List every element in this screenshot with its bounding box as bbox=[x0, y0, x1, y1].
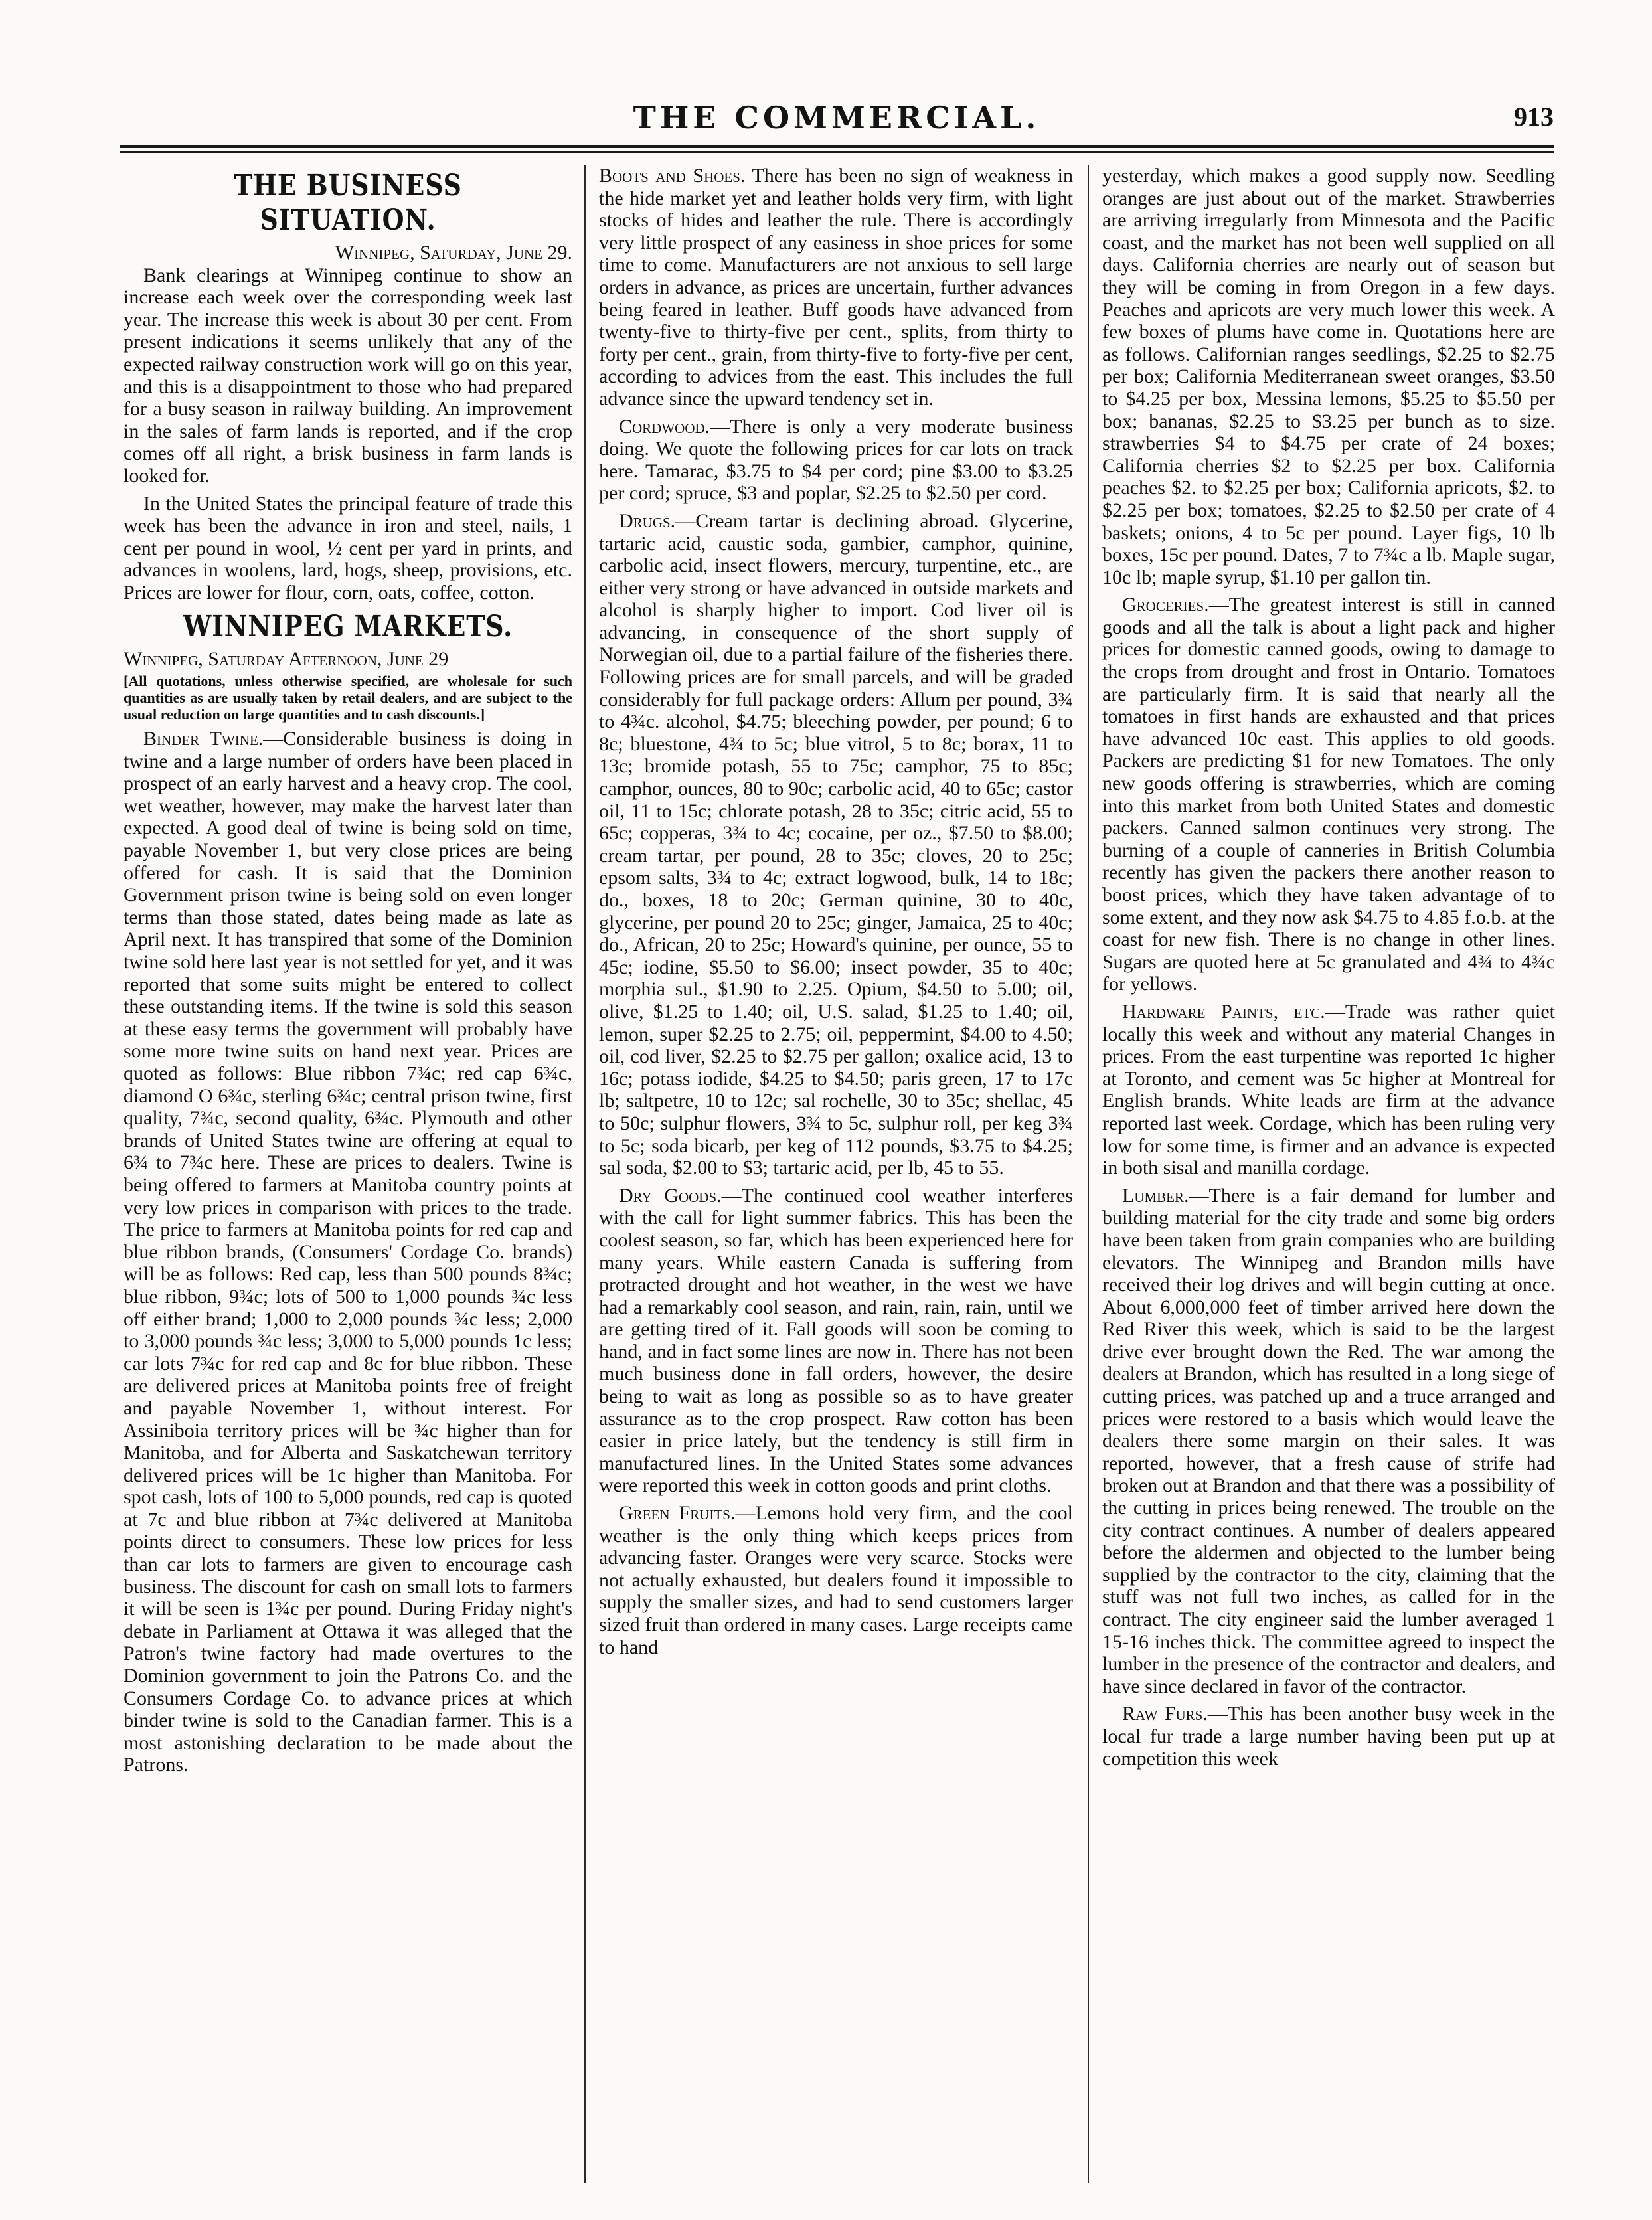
paragraph-united-states: In the United States the principal feature of trade this week has been the advance in iron and steel, nails, 1 cent per pound in wool, ½ cent per yard in prints, and advances in woolens, lard, hogs, sheep, provisions, etc. Prices are lower for flour, corn, oats, coffee, cotton. bbox=[124, 492, 572, 604]
section-lead-green-fruits: Green Fruits. bbox=[619, 1502, 736, 1525]
section-lead-cordwood: Cordwood. bbox=[619, 415, 710, 438]
paragraph-cordwood bbox=[599, 416, 1073, 505]
paragraph-lumber bbox=[1102, 1185, 1555, 1698]
section-lead-boots-shoes: Boots and Shoes. bbox=[599, 165, 746, 187]
paragraph-green-fruits bbox=[599, 1502, 1073, 1658]
masthead bbox=[120, 100, 1554, 139]
page-number: 913 bbox=[1514, 102, 1554, 131]
header-rule-thick bbox=[120, 145, 1554, 148]
paragraph-hardware bbox=[1102, 1001, 1555, 1179]
paragraph-bank-clearings: Bank clearings at Winnipeg continue to show an increase each week over the corresponding week last year. The increase this week is about 30 per cent. From present indications it seems unlikely that any of the expected railway construction work will go on this year, and this is a disappointment to those who had prepared for a busy season in railway building. An improvement in the sales of farm lands is reported, and if the crop comes off all right, a brisk business in farm lands is looked for. bbox=[124, 264, 572, 487]
paragraph-dry-goods bbox=[599, 1185, 1073, 1497]
section-lead-drugs: Drugs. bbox=[619, 509, 676, 532]
paragraph-drugs-text: —Cream tartar is declining abroad. Glycerine, tartaric acid, caustic soda, gambier, camphor, quinine, carbolic acid, insect flowers, mercury, turpentine, etc., are either very strong or have advanced in outside markets and alcohol is sharply higher to import. Cod liver oil is advancing, in consequence of the short supply of Norwegian oil, due to a partial failure of the fisheries there. Following prices are for small parcels, and will be graded considerably for full package orders: Allum per pound, 3¾ to 4¾c. alcohol, $4.75; bleeching powder, per pound; 6 to 8c; bluestone, 4¾ to 5c; blue vitrol, 5 to 8c; borax, 11 to 13c; bromide potash, 55 to 75c; camphor, 75 to 85c; camphor, ounces, 80 to 90c; carbolic acid, 40 to 65c; castor oil, 11 to 15c; chlorate potash, 28 to 35c; citric acid, 55 to 65c; copperas, 3¾ to 4c; cocaine, per oz., $7.50 to $8.00; cream tartar, per pound, 28 to 35c; cloves, 20 to 25c; epsom salts, 3¾ to 4c; extract logwood, bulk, 14 to 18c; do., boxes, 18 to 20c; German quinine, 30 to 40c, glycerine, per pound 20 to 25c; ginger, Jamaica, 25 to 40c; do., African, 20 to 25c; Howard's quinine, per ounce, 55 to 45c; iodine, $5.50 to $6.00; insect powder, 35 to 40c; morphia sul., $1.90 to 2.25. Opium, $4.50 to 5.00; oil, olive, $1.25 to 1.40; oil, U.S. salad, $1.25 to 1.40; oil, lemon, super $2.25 to 2.75; oil, peppermint, $4.00 to 4.50; oil, cod liver, $2.25 to $2.75 per gallon; oxalice acid, 13 to 16c; potass iodide, $4.25 to $4.50; paris green, 17 to 17c lb; saltpetre, 10 to 12c; sal rochelle, 30 to 35c; shellac, 45 to 50c; sulphur flowers, 3¾ to 5c, sulphur roll, per keg 3¾ to 5c; soda bicarb, per keg of 112 pounds, $3.75 to $4.25; sal soda, $2.00 to $3; tartaric acid, per lb, 45 to 55. bbox=[599, 509, 1073, 1179]
paragraph-binder-twine-text: —Considerable business is doing in twine and a large number of orders have been placed in prospect of an early harvest and a heavy crop. The cool, wet weather, however, may make the harvest later than expected. A good deal of twine is being sold on time, payable November 1, but very close prices are being offered for cash. It is said that the Dominion Government prison twine is being sold on even longer terms than those stated, dates being made as late as April next. It has transpired that some of the Dominion twine sold here last year is not settled for yet, and it was reported that some suits might be entered to collect these outstanding items. If the twine is sold this season at these easy terms the government will probably have some more twine suits on hand next year. Prices are quoted as follows: Blue ribbon 7¾c; red cap 6¾c, diamond O 6¾c, sterling 6¾c; central prison twine, first quality, 7¾c, second quality, 6¾c. Plymouth and other brands of United States twine are offering at equal to 6¾ to 7¾c here. These are prices to dealers. Twine is being offered to farmers at Manitoba country points at very low prices in comparison with prices to the trade. The price to farmers at Manitoba points for red cap and blue ribbon brands, (Consumers' Cordage Co. brands) will be as follows: Red cap, less than 500 pounds 8¾c; blue ribbon, 9¾c; lots of 500 to 1,000 pounds ¾c less off either brand; 1,000 to 2,000 pounds ¾c less; 2,000 to 3,000 pounds ¾c less; 3,000 to 5,000 pounds 1c less; car lots 7¾c for red cap and 8c for blue ribbon. These are delivered prices at Manitoba points free of freight and payable November 1, without interest. For Assiniboia territory prices will be ¾c higher than for Manitoba, and for Alberta and Saskatchewan territory delivered prices will be 1c higher than Manitoba. For spot cash, lots of 100 to 5,000 pounds, red cap is quoted at 7c and blue ribbon at 7¾c delivered at Manitoba points direct to consumers. These low prices for less than car lots to farmers are given to encourage cash business. The discount for cash on small lots to farmers it will be seen is 1¾c per pound. During Friday night's debate in Parliament at Ottawa it was alleged that the Patron's twine factory had made overtures to the Dominion government to join the Patrons Co. and the Consumers Cordage Co. to advance prices at which binder twine is sold to the Canadian farmer. This is a most astonishing declaration to be made about the Patrons. bbox=[124, 728, 572, 1776]
paragraph-hardware-text: —Trade was rather quiet locally this week and without any material Changes in prices. From the east turpentine was reported 1c higher at Toronto, and cement was 5c higher at Montreal for English brands. White leads are firm at the advance reported last week. Cordage, which has been ruling very low for some time, is firmer and an advance is expected in both sisal and manilla cordage. bbox=[1102, 1000, 1555, 1179]
column-divider-2 bbox=[1088, 165, 1089, 2183]
paragraph-groceries-text: —The greatest interest is still in canned goods and all the talk is about a light pack and higher prices for domestic canned goods, owing to damage to the crops from drought and frost in Ontario. Tomatoes are particularly firm. It is said that nearly all the tomatoes in first hands are exhausted and that prices have advanced 10c east. This applies to old goods. Packers are predicting $1 for new Tomatoes. The only new goods offering is strawberries, which are coming into this market from both United States and domestic packers. Canned salmon continues very strong. The burning of a couple of canneries in British Columbia recently has given the packers there another reason to boost prices, which they have taken advantage of to some extent, and they now ask $4.75 to 4.85 f.o.b. at the coast for new fish. There is no change in other lines. Sugars are quoted here at 5c granulated and 4¾ to 4¾c for yellows. bbox=[1102, 594, 1555, 995]
heading-winnipeg-markets: WINNIPEG MARKETS. bbox=[183, 609, 513, 643]
section-lead-dry-goods: Dry Goods. bbox=[619, 1184, 722, 1207]
column-divider-1 bbox=[584, 165, 586, 2183]
paragraph-groceries bbox=[1102, 594, 1555, 995]
quotations-note: [All quotations, unless otherwise specified, are wholesale for such quantities as are usually taken by retail dealers, and are subject to the usual reduction on large quantities and to cash discounts.] bbox=[124, 673, 572, 723]
section-lead-hardware: Hardware Paints, etc. bbox=[1122, 1000, 1325, 1023]
section-lead-binder-twine: Binder Twine. bbox=[143, 728, 264, 750]
heading-business-situation: THE BUSINESS SITUATION. bbox=[234, 169, 462, 237]
paragraph-drugs bbox=[599, 510, 1073, 1179]
dateline-markets: Winnipeg, Saturday Afternoon, June 29 bbox=[124, 647, 449, 670]
paragraph-fruits-continued: yesterday, which makes a good supply now. Seedling oranges are just about out of the market. Strawberries are arriving irregularly from Minnesota and the Pacific coast, and the market has not been well supplied on all days. California cherries are nearly out of season but they will be coming in from Oregon in a few days. Peaches and apricots are very much lower this week. A few boxes of plums have come in. Quotations here are as follows. Californian ranges seedlings, $2.25 to $2.75 per box; California Mediterranean sweet oranges, $3.50 to $4.25 per box, Messina lemons, $5.25 to $5.50 per box; bananas, $2.25 to $3.25 per bunch as to size. strawberries $4 to $4.75 per crate of 24 boxes; California cherries $2 to $2.25 per box. California peaches $2. to $2.25 per box; California apricots, $2. to $2.25 per box; tomatoes, $2.25 to $2.50 per crate of 4 baskets; onions, 4 to 5c per pound. Layer figs, 10 lb boxes, 15c per pound. Dates, 7 to 7¾c a lb. Maple sugar, 10c lb; maple syrup, $1.10 per gallon tin. bbox=[1102, 165, 1555, 588]
paragraph-boots-shoes bbox=[599, 165, 1073, 410]
header-rule-thin bbox=[120, 151, 1554, 153]
paragraph-cordwood-text: —There is only a very moderate business doing. We quote the following prices for car lots on track here. Tamarac, $3.75 to $4 per cord; pine $3.00 to $3.25 per cord; spruce, $3 and poplar, $2.25 to $2.50 per cord. bbox=[599, 415, 1073, 505]
column-1 bbox=[124, 165, 572, 2183]
paragraph-raw-furs bbox=[1102, 1703, 1555, 1770]
newspaper-title: THE COMMERCIAL. bbox=[633, 100, 1040, 135]
paragraph-dry-goods-text: —The continued cool weather interferes with the call for light summer fabrics. This has been the coolest season, so far, which has been experienced here for many years. While eastern Canada is suffering from protracted drought and hot weather, in the west we have had a remarkably cool season, and rain, rain, rain, until we are getting tired of it. Fall goods will soon be coming to hand, and in fact some lines are now in. There has not been much business done in fall orders, however, the desire being to wait as long as possible so as to have greater assurance as to the crop prospect. Raw cotton has been easier in price lately, but the tendency is still firm in manufactured lines. In the United States some advances were reported this week in cotton goods and print cloths. bbox=[599, 1184, 1073, 1497]
paragraph-boots-shoes-text: There has been no sign of weakness in the hide market yet and leather holds very firm, with light stocks of hides and leather the rule. There is accordingly very little prospect of any easiness in shoe prices for some time to come. Manufacturers are not anxious to sell large orders in advance, as prices are uncertain, further advances being feared in leather. Buff goods have advanced from twenty-five to thirty-five per cent., splits, from thirty to forty per cent., grain, from thirty-five to forty-five per cent, according to advices from the east. This includes the full advance since the upward tendency set in. bbox=[599, 165, 1073, 410]
section-lead-lumber: Lumber. bbox=[1122, 1184, 1189, 1207]
column-2 bbox=[599, 165, 1073, 2183]
column-3 bbox=[1102, 165, 1555, 2183]
paragraph-binder-twine bbox=[124, 728, 572, 1776]
paragraph-raw-furs-text: —This has been another busy week in the local fur trade a large number having been put up at competition this week bbox=[1102, 1703, 1555, 1770]
paragraph-green-fruits-text: —Lemons hold very firm, and the cool weather is the only thing which keeps prices from advancing faster. Oranges were very scarce. Stocks were not actually exhausted, but dealers found it impossible to supply the smaller sizes, and had to send customers larger sized fruit than ordered in many cases. Large receipts came to hand bbox=[599, 1502, 1073, 1658]
section-lead-raw-furs: Raw Furs. bbox=[1122, 1703, 1208, 1725]
dateline-business: Winnipeg, Saturday, June 29. bbox=[335, 242, 572, 264]
paragraph-lumber-text: —There is a fair demand for lumber and building material for the city trade and some big orders have been taken from grain companies who are building elevators. The Winnipeg and Brandon mills have received their log drives and will begin cutting at once. About 6,000,000 feet of timber arrived here down the Red River this week, which is said to be the largest drive ever brought down the Red. The war among the dealers at Brandon, which has resulted in a long siege of cutting prices, was patched up and a truce arranged and prices were restored to a basis which would leave the dealers there some margin on their sales. It was reported, however, that a fresh cause of strife had broken out at Brandon and that there was a possibility of the cutting in prices being renewed. The trouble on the city contract continues. A number of dealers appeared before the aldermen and objected to the lumber being supplied by the contractor to the city, claiming that the stuff was not full two inches, as called for in the contract. The city engineer said the lumber averaged 1 15-16 inches thick. The committee agreed to inspect the lumber in the presence of the contractor and dealers, and have since declared in favor of the contractor. bbox=[1102, 1184, 1555, 1697]
section-lead-groceries: Groceries. bbox=[1122, 594, 1209, 616]
